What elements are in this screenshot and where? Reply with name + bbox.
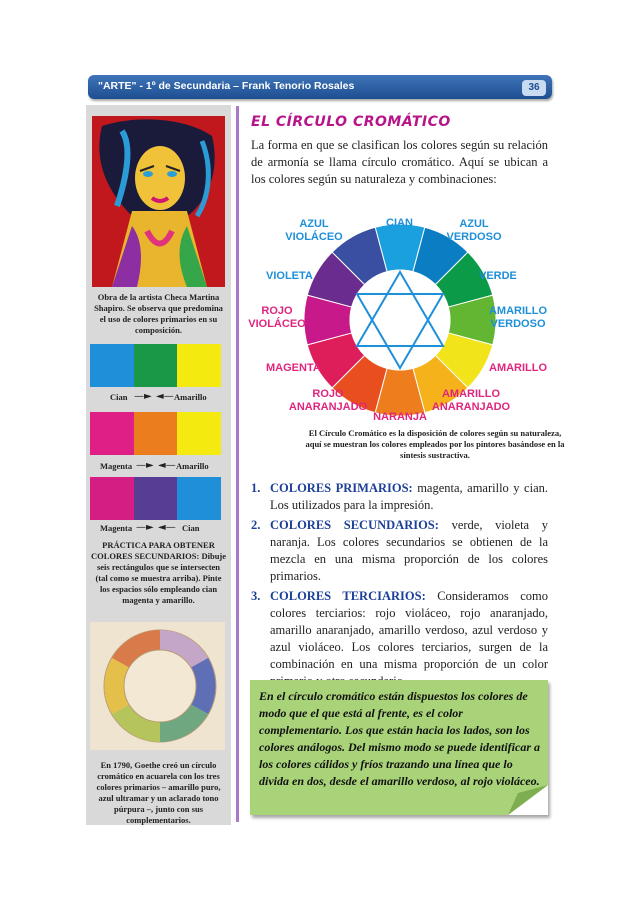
label-azul-violaceo-1: AZUL xyxy=(299,218,329,230)
list-item xyxy=(251,517,548,585)
swatch-label-cian: Cian xyxy=(182,523,200,533)
swatch-cian xyxy=(177,477,221,520)
label-violeta: VIOLETA xyxy=(266,270,313,282)
label-cian: CIAN xyxy=(386,217,413,229)
label-azul-violaceo-2: VIOLÁCEO xyxy=(285,231,343,243)
label-amarillo-anaranjado-2: ANARANJADO xyxy=(431,401,511,413)
list-term: COLORES SECUNDARIOS: xyxy=(270,518,439,532)
arrow-left-icon: ◄— xyxy=(156,391,174,402)
goethe-color-wheel-image xyxy=(90,622,225,750)
wheel-caption: El Círculo Cromático es la disposición de colores según su naturaleza, aquí se muestran los colores empleados por los pintores basándose en la síntesis sustractiva. xyxy=(305,428,565,460)
list-term: COLORES TERCIARIOS: xyxy=(270,589,426,603)
swatch-yellow xyxy=(177,412,221,455)
arrow-right-icon: —► xyxy=(136,522,154,533)
label-rojo-anaranjado-1: ROJO xyxy=(312,388,344,400)
page-title: EL CÍRCULO CROMÁTICO xyxy=(251,114,451,130)
swatch-label-magenta: Magenta xyxy=(100,523,133,533)
list-term: COLORES PRIMARIOS: xyxy=(270,481,413,495)
list-text: magenta, amarillo y cian. Los utilizados para la impresión. xyxy=(270,481,548,512)
label-amarillo: AMARILLO xyxy=(489,362,548,374)
label-amarillo-verdoso-2: VERDOSO xyxy=(490,318,546,330)
swatch-yellow xyxy=(177,344,221,387)
swatch-cian xyxy=(90,344,134,387)
goethe-caption: En 1790, Goethe creó un círculo cromático en acuarela con los tres colores primarios – amarillo puro, azul ultramar y un aclarado tono púrpura –, junto con sus complementarios. xyxy=(96,760,221,825)
column-divider xyxy=(236,106,239,822)
swatch-label-amarillo: Amarillo xyxy=(176,461,209,471)
list-item xyxy=(251,588,548,690)
label-rojo-anaranjado-2: ANARANJADO xyxy=(288,401,368,413)
swatch-green xyxy=(134,344,178,387)
arrow-left-icon: ◄— xyxy=(158,522,176,533)
shapiro-painting xyxy=(92,116,225,287)
swatch-label-amarillo: Amarillo xyxy=(174,392,207,402)
swatch-row-magenta-amarillo xyxy=(90,412,221,455)
label-amarillo-verdoso-1: AMARILLO xyxy=(488,305,548,317)
label-naranja: NARANJA xyxy=(373,411,427,423)
swatch-magenta xyxy=(90,412,134,455)
list-number: 2. xyxy=(251,518,261,532)
list-number: 3. xyxy=(251,589,261,603)
arrow-right-icon: —► xyxy=(136,460,154,471)
swatch-row-magenta-cian xyxy=(90,477,221,520)
page-number: 36 xyxy=(522,80,546,96)
swatch-label-magenta: Magenta xyxy=(100,461,133,471)
swatch-magenta xyxy=(90,477,134,520)
swatch-row-cian-amarillo xyxy=(90,344,221,387)
label-verde: VERDE xyxy=(479,270,517,282)
swatch-violet xyxy=(134,477,178,520)
label-azul-verdoso-1: AZUL xyxy=(459,218,489,230)
swatch-orange xyxy=(134,412,178,455)
arrow-left-icon: ◄— xyxy=(158,460,176,471)
color-types-list xyxy=(251,480,548,693)
swatch-label-cian: Cian xyxy=(110,392,128,402)
intro-paragraph: La forma en que se clasifican los colores según su relación de armonía se llama círculo cromático. Aquí se ubican a los colores según su naturaleza y combinaciones: xyxy=(251,138,548,186)
label-magenta: MAGENTA xyxy=(266,362,321,374)
label-rojo-violaceo-2: VIOLÁCEO xyxy=(248,318,306,330)
note-text: En el círculo cromático están dispuestos los colores de modo que el que está al frente, es el color complementario. Los que están hacia los lados, son los colores análogos. Del mismo modo se puede identificar a los colores cálidos y fríos trazando una línea que lo divida en dos, desde el amarillo verdoso, al rojo violáceo. xyxy=(259,689,540,788)
practice-instructions: PRÁCTICA PARA OBTENER COLORES SECUNDARIOS: Dibuje seis rectángulos que se intersecten (tal como se muestra arriba). Pinte los espacios sólo empleando cian magenta y amarillo. xyxy=(90,540,227,605)
label-rojo-violaceo-1: ROJO xyxy=(261,305,293,317)
label-amarillo-anaranjado-1: AMARILLO xyxy=(441,388,501,400)
list-item xyxy=(251,480,548,514)
label-azul-verdoso-2: VERDOSO xyxy=(446,231,502,243)
list-text: Consideramos como colores terciarios: rojo violáceo, rojo anaranjado, amarillo anaranjado, amarillo verdoso, azul verdoso y azul violáceo. Los colores terciarios, surgen de la combinación en una misma proporción de un color xyxy=(270,589,548,671)
list-text: verde, violeta y naranja. Los colores secundarios se obtienen de la mezcla en una misma proporción de los colores primarios. xyxy=(270,518,548,583)
header-title: "ARTE" - 1º de Secundaria – Frank Tenorio Rosales xyxy=(98,80,355,92)
list-number: 1. xyxy=(251,481,261,495)
painting-caption: Obra de la artista Checa Martina Shapiro. Se observa que predomina el uso de colores primarios en su composición. xyxy=(94,292,223,335)
chromatic-wheel xyxy=(240,210,550,425)
arrow-right-icon: —► xyxy=(134,391,152,402)
